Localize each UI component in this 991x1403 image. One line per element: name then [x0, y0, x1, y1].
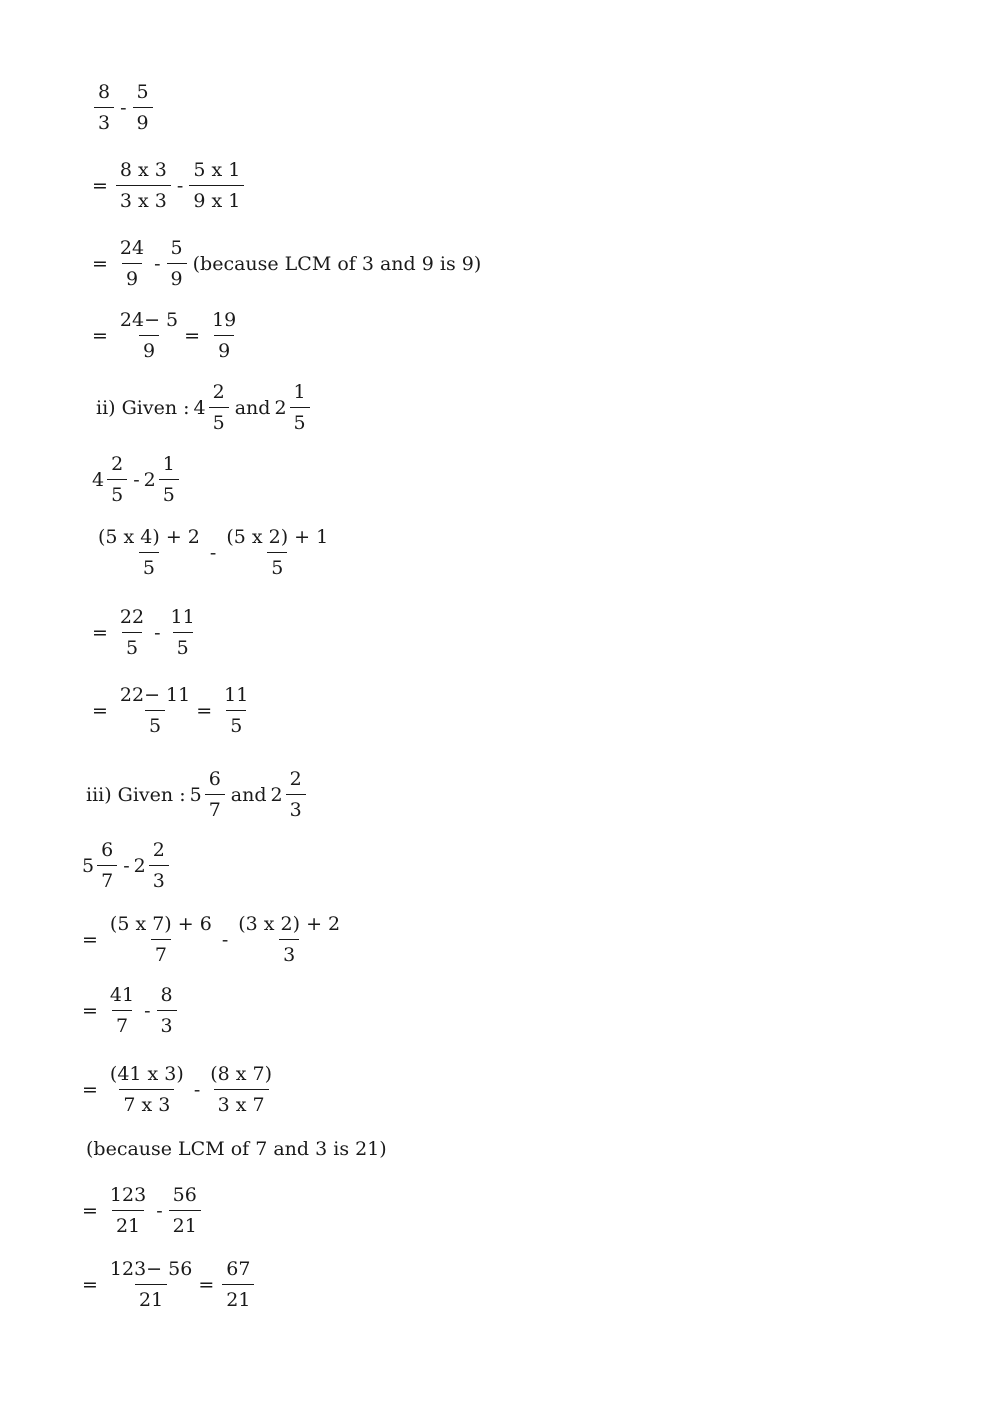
whole-number: 5: [189, 783, 202, 806]
equals-sign: =: [82, 1273, 98, 1296]
denominator: 21: [135, 1284, 167, 1312]
denominator: 5: [267, 552, 287, 580]
fraction: [222, 525, 332, 580]
minus-sign: -: [154, 252, 161, 275]
denominator: 9: [167, 263, 187, 291]
math-line: [92, 605, 201, 660]
math-line: [92, 236, 485, 291]
math-line: [82, 1257, 256, 1312]
denominator: 5: [290, 407, 310, 435]
denominator: 3: [279, 939, 299, 967]
numerator: 123− 56: [109, 1258, 193, 1280]
math-line: [92, 80, 155, 135]
fraction: [220, 683, 252, 738]
fraction: [94, 80, 114, 135]
math-line: [82, 983, 179, 1038]
numerator: 8 x 3: [119, 159, 167, 181]
minus-sign: -: [123, 854, 130, 877]
math-line: [92, 308, 242, 363]
numerator: 8: [160, 984, 173, 1006]
denominator: 3: [94, 107, 114, 135]
numerator: 5: [136, 81, 149, 103]
fraction: [167, 605, 199, 660]
minus-sign: -: [221, 928, 229, 951]
fraction: [97, 838, 117, 893]
numerator: 5 x 1: [193, 159, 241, 181]
fraction: [169, 1183, 201, 1238]
numerator: 11: [170, 606, 195, 628]
equals-sign: =: [82, 1078, 98, 1101]
fraction: [286, 767, 306, 822]
math-line: [92, 452, 181, 507]
numerator: 2: [111, 453, 124, 475]
whole-number: 2: [274, 396, 287, 419]
whole-number: 4: [92, 468, 105, 491]
text-label: (because LCM of 7 and 3 is 21): [86, 1138, 387, 1160]
fraction: [106, 1257, 196, 1312]
equals-sign: =: [196, 699, 213, 722]
denominator: 3: [149, 865, 169, 893]
numerator: 19: [212, 309, 237, 331]
minus-sign: -: [156, 1199, 163, 1222]
minus-sign: -: [176, 174, 184, 197]
fraction: [157, 983, 177, 1038]
equals-sign: =: [82, 1199, 98, 1222]
fraction: [159, 452, 179, 507]
math-line: [82, 1138, 391, 1160]
whole-number: 2: [133, 854, 146, 877]
equals-sign: =: [184, 324, 201, 347]
denominator: 3: [157, 1010, 177, 1038]
denominator: 3: [286, 794, 306, 822]
numerator: 5: [170, 237, 183, 259]
equals-sign: =: [92, 174, 108, 197]
numerator: 6: [208, 768, 221, 790]
denominator: 3 x 7: [214, 1089, 269, 1117]
denominator: 5: [139, 552, 159, 580]
numerator: (5 x 7) + 6: [109, 913, 212, 935]
fraction: [234, 912, 344, 967]
numerator: 24− 5: [119, 309, 179, 331]
minus-sign: -: [120, 96, 127, 119]
math-line: [92, 525, 334, 580]
numerator: 2: [152, 839, 165, 861]
numerator: 1: [162, 453, 175, 475]
fraction: [133, 80, 153, 135]
math-line: [82, 912, 346, 967]
numerator: 22: [119, 606, 145, 628]
numerator: 22− 11: [119, 684, 191, 706]
fraction: [116, 236, 148, 291]
fraction: [205, 767, 225, 822]
fraction: [189, 158, 244, 213]
minus-sign: -: [154, 621, 161, 644]
fraction: [106, 1183, 150, 1238]
numerator: 11: [224, 684, 249, 706]
math-line: [82, 838, 171, 893]
fraction: [107, 452, 127, 507]
text-label: (because LCM of 3 and 9 is 9): [192, 252, 482, 275]
denominator: 9: [214, 335, 234, 363]
denominator: 7: [97, 865, 117, 893]
equals-sign: =: [92, 621, 108, 644]
denominator: 5: [173, 632, 193, 660]
math-line: [82, 767, 308, 822]
fraction: [106, 912, 216, 967]
equals-sign: =: [92, 699, 108, 722]
numerator: 2: [212, 381, 225, 403]
denominator: 21: [112, 1210, 144, 1238]
fraction: [116, 308, 182, 363]
denominator: 9 x 1: [189, 185, 244, 213]
denominator: 9: [139, 335, 159, 363]
denominator: 7: [151, 939, 171, 967]
equals-sign: =: [198, 1273, 215, 1296]
numerator: 67: [226, 1258, 251, 1280]
denominator: 5: [145, 710, 165, 738]
equals-sign: =: [82, 999, 98, 1022]
numerator: 24: [119, 237, 145, 259]
denominator: 7: [112, 1010, 132, 1038]
whole-number: 4: [193, 396, 206, 419]
whole-number: 5: [82, 854, 95, 877]
equals-sign: =: [82, 928, 98, 951]
numerator: (5 x 2) + 1: [226, 526, 329, 548]
text-label: iii) Given :: [86, 783, 186, 806]
denominator: 5: [159, 479, 179, 507]
fraction: [116, 158, 171, 213]
denominator: 7: [205, 794, 225, 822]
denominator: 5: [226, 710, 246, 738]
denominator: 3 x 3: [116, 185, 171, 213]
denominator: 21: [222, 1284, 254, 1312]
denominator: 9: [122, 263, 142, 291]
fraction: [116, 683, 194, 738]
minus-sign: -: [133, 468, 140, 491]
numerator: (41 x 3): [109, 1063, 184, 1085]
numerator: 123: [109, 1184, 147, 1206]
denominator: 9: [133, 107, 153, 135]
numerator: 56: [172, 1184, 197, 1206]
fraction: [222, 1257, 254, 1312]
numerator: (8 x 7): [210, 1063, 273, 1085]
whole-number: 2: [270, 783, 283, 806]
math-line: [82, 1062, 278, 1117]
fraction: [94, 525, 204, 580]
text-label: and: [234, 396, 271, 419]
fraction: [106, 983, 138, 1038]
text-label: ii) Given :: [96, 396, 190, 419]
math-line: [92, 380, 312, 435]
fraction: [167, 236, 187, 291]
math-line: [82, 1183, 203, 1238]
numerator: 41: [109, 984, 135, 1006]
numerator: (3 x 2) + 2: [238, 913, 341, 935]
minus-sign: -: [209, 541, 217, 564]
denominator: 5: [122, 632, 142, 660]
fraction: [208, 308, 240, 363]
numerator: 2: [289, 768, 302, 790]
numerator: 1: [293, 381, 306, 403]
numerator: 8: [98, 81, 111, 103]
denominator: 21: [169, 1210, 201, 1238]
denominator: 7 x 3: [119, 1089, 174, 1117]
numerator: 6: [101, 839, 114, 861]
fraction: [290, 380, 310, 435]
whole-number: 2: [143, 468, 156, 491]
math-line: [92, 158, 246, 213]
minus-sign: -: [193, 1078, 201, 1101]
numerator: (5 x 4) + 2: [98, 526, 200, 548]
denominator: 5: [209, 407, 229, 435]
text-label: and: [230, 783, 267, 806]
fraction: [206, 1062, 276, 1117]
fraction: [149, 838, 169, 893]
fraction: [209, 380, 229, 435]
math-line: [92, 683, 254, 738]
denominator: 5: [107, 479, 127, 507]
fraction: [106, 1062, 188, 1117]
fraction: [116, 605, 148, 660]
equals-sign: =: [92, 324, 108, 347]
minus-sign: -: [144, 999, 151, 1022]
equals-sign: =: [92, 252, 108, 275]
